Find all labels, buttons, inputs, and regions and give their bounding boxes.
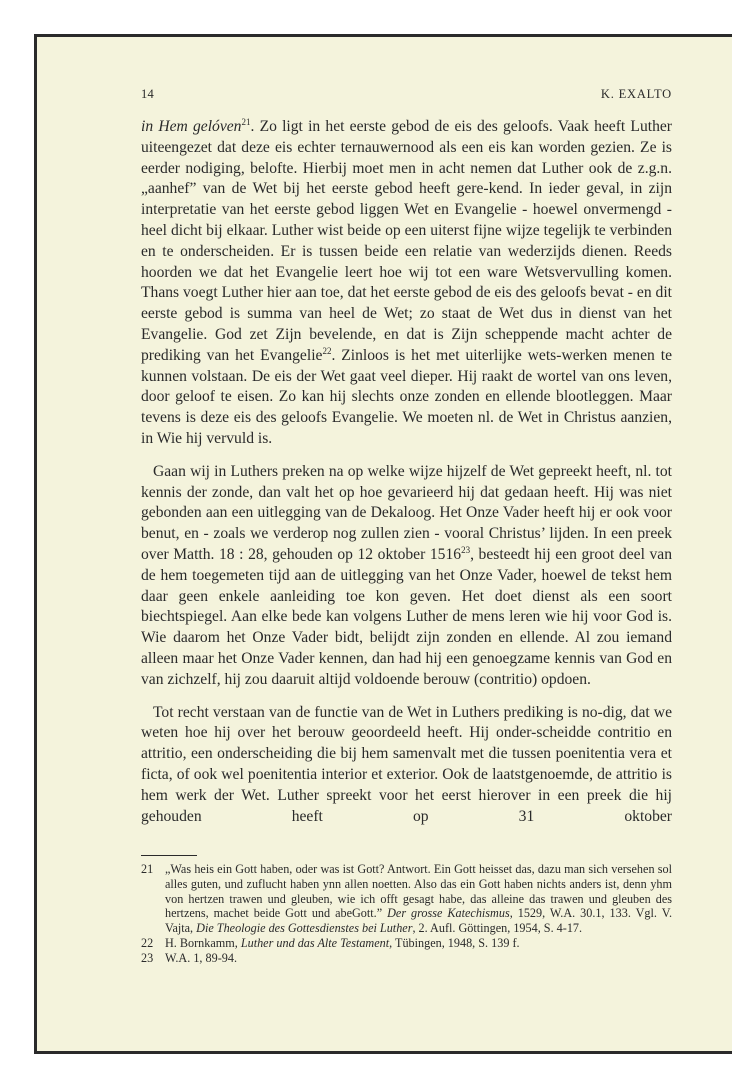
footnote-rule	[141, 855, 197, 856]
footnote-ref-21: 21	[241, 117, 251, 127]
footnote-italic: Die Theologie des Gottesdienstes bei Luther	[196, 921, 413, 936]
page-content	[141, 87, 672, 965]
footnote-text: , Tübingen, 1948, S. 139 f.	[389, 935, 520, 950]
page-number: 14	[141, 87, 155, 101]
paragraph-1-text-a: . Zo ligt in het eerste gebod de eis des geloofs. Vaak heeft Luther uiteengezet dat deze eis echter ternauwernood als een eis kan worden gezien. Ze is eerder nodiging, belofte. Hierbij moet men in acht nemen dat Luther ook de z.g.n. „aanhef” van de Wet bij het eerste gebod heeft gere-kend. In ieder geval, in zijn interpretatie van het eerste gebod liggen Wet en Evangelie - hoewel onvermengd - heel dicht bij elkaar. Luther wist beide op een uiterst fijne wijze tegelijk te verbinden en te onderscheiden. Er is tussen beide een relatie van wederzijds dienen. Reeds hoorden we dat het Evangelie leert hoe wij tot een ware Wetsvervulling komen. Thans voegt Luther hier aan toe, dat het eerste gebod de eis des geloofs bevat - en dit eerste gebod is summa van heel de Wet; zo staat de Wet dus in dienst van het Evangelie. God zet Zijn bevelende, en dat is Zijn scheppende macht achter de prediking van het Evangelie	[141, 118, 673, 364]
footnote-23	[141, 951, 672, 966]
book-page	[34, 34, 732, 1054]
paragraph-1-text-b: . Zinloos is het met uiterlijke wets-werken menen te kunnen volstaan. De eis der Wet gaat veel dieper. Hij raakt de wortel van ons leven, door geloof te eisen. Zo kan hij slechts onze zonden en ellende blootleggen. Maar tevens is deze eis des geloofs Evangelie. We moeten nl. de Wet in Christus aanzien, in Wie hij vervuld is.	[141, 346, 672, 447]
footnote-22	[141, 936, 672, 951]
footnote-number: 21	[141, 862, 154, 877]
footnotes	[141, 862, 672, 965]
paragraph-3-text: Tot recht verstaan van de functie van de Wet in Luthers prediking is no-dig, dat we weten hoe hij over het berouw geoordeeld heeft. Hij onder-scheidde contritio en attritio, een onderscheiding die bij hem samenvalt met die tussen poenitentia vera et ficta, of ook wel poenitentia interior et exterior. Ook de laatstgenoemde, de attritio is hem werk der Wet. Luther spreekt voor het eerst hierover in een preek die hij gehouden heeft op 31 oktober	[141, 703, 672, 825]
paragraph-1-italic-start: in Hem gelóven	[141, 118, 242, 135]
footnote-number: 22	[141, 935, 154, 950]
footnote-text: H. Bornkamm,	[165, 935, 241, 950]
paragraph-3	[141, 703, 672, 828]
footnote-italic: Luther und das Alte Testament	[240, 935, 390, 950]
paragraph-2	[141, 462, 672, 691]
footnote-italic: Der grosse Katechismus	[387, 906, 510, 921]
footnote-text: „Was heis ein Gott haben, oder was ist Gott? Antwort. Ein Gott heisset das, dazu man sich versehen sol alles guten, und zuflucht haben ynn allen noetten. Also das ein Gott haben nichts anders ist, denn yhm von hertzen trawen und gleuben, wie ich offt gesagt habe, das alleine das trawen und gleuben des hertzens, machet beide Gott und abeGott.”	[165, 862, 672, 921]
running-head-author: K. EXALTO	[600, 87, 672, 101]
running-head	[141, 87, 672, 105]
footnote-21	[141, 862, 672, 936]
paragraph-2-text-a: Gaan wij in Luthers preken na op welke wijze hijzelf de Wet gepreekt heeft, nl. tot kennis der zonde, dan valt het op hoe gevarieerd hij dat gedaan heeft. Hij was niet gebonden aan een uitlegging van de Dekaloog. Het Onze Vader heeft hij er ook voor benut, en - zoals we verderop nog zullen zien - vooral Christus’ lijden. In een preek over Matth. 18 : 28, gehouden op 12 oktober 1516	[141, 462, 672, 563]
footnote-text: , 1529, W.A. 30.1, 133. Vgl. V. Vajta,	[165, 906, 672, 936]
footnote-ref-23: 23	[461, 544, 471, 555]
footnote-ref-22: 22	[322, 345, 332, 356]
footnote-text: , 2. Aufl. Göttingen, 1954, S. 4-17.	[412, 921, 583, 936]
footnote-number: 23	[141, 950, 154, 965]
footnote-text: W.A. 1, 89-94.	[165, 950, 237, 965]
paragraph-1	[141, 117, 672, 450]
paragraph-2-text-b: , besteedt hij een groot deel van de hem toegemeten tijd aan de uitlegging van het Onze Vader, hoewel de tekst hem daar geen enkele aanleiding toe kon geven. Het doet dienst als een soort biechtspiegel. Aan elke bede kan volgens Luther de mens leren wie hij voor God is. Wie daarom het Onze Vader bidt, belijdt zijn zonden en ellende. Al zou iemand alleen maar het Onze Vader kennen, dan had hij een genoegzame kennis van God en van zichzelf, hij zou daaruit altijd voldoende berouw (contritio) opdoen.	[141, 545, 672, 688]
